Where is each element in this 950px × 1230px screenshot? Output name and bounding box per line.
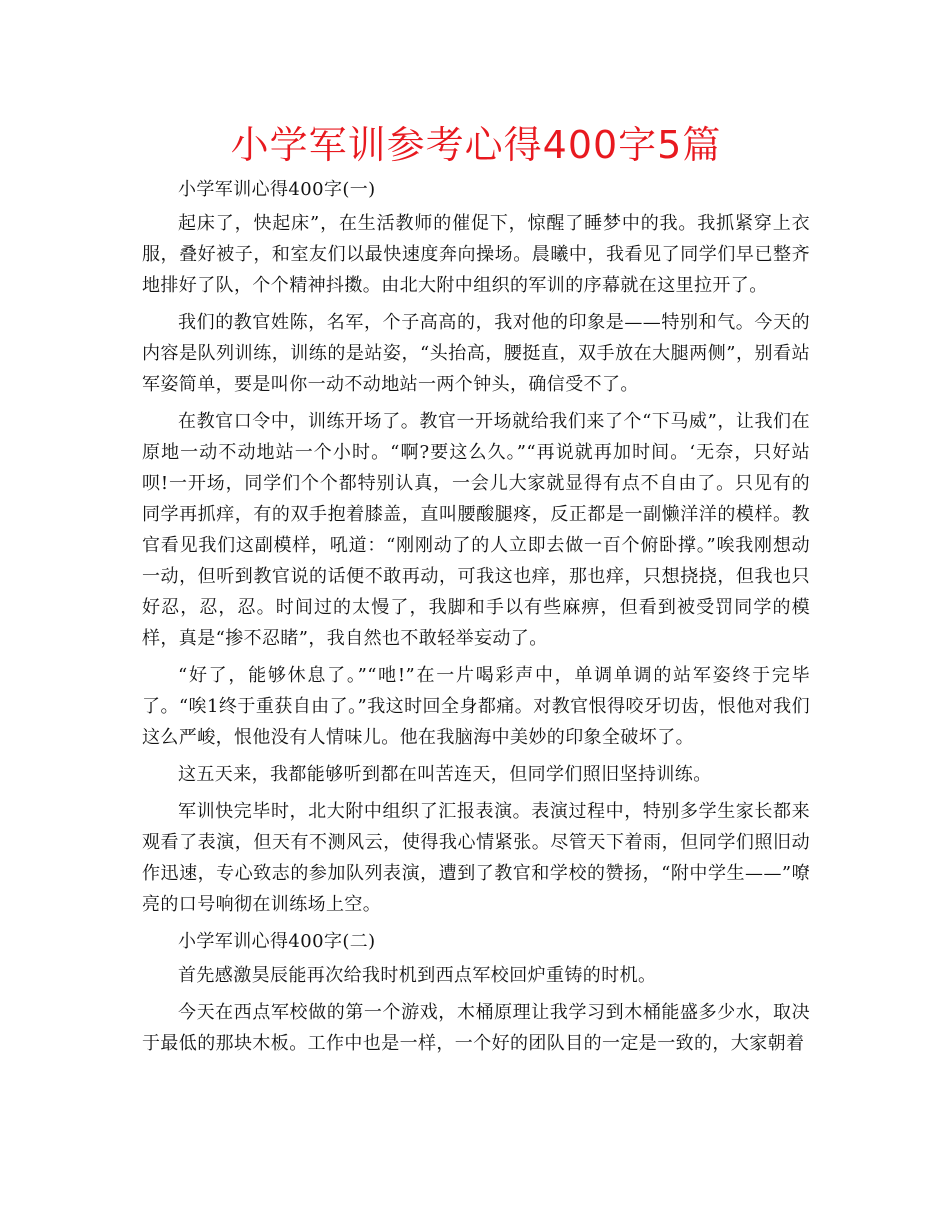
document-page	[142, 120, 810, 1059]
section-heading-2: 小学军训心得400字(二)	[178, 931, 376, 952]
paragraph: 军训快完毕时，北大附中组织了汇报表演。表演过程中，特别多学生家长都来观看了表演，但天有不测风云，使得我心情紧张。尽管天下着雨，但同学们照旧动作迅速，专心致志的参加队列表演，遭到了教官和学校的赞扬，“附中学生——”嘹亮的口号响彻在训练场上空。	[142, 801, 810, 915]
paragraph: 首先感激昊辰能再次给我时机到西点军校回炉重铸的时机。	[178, 965, 657, 986]
paragraph: 在教官口令中，训练开场了。教官一开场就给我们来了个“下马威”，让我们在原地一动不动地站一个小时。“啊?要这么久。”“再说就再加时间。‘无奈，只好站呗!一开场，同学们个个都特别认真，一会儿大家就显得有点不自由了。只见有的同学再抓痒，有的双手抱着膝盖，直叫腰酸腿疼，反正都是一副懒洋洋的模样。教官看见我们这副模样，吼道：“刚刚动了的人立即去做一百个俯卧撑。”唉我刚想动一动，但听到教官说的话便不敢再动，可我这也痒，那也痒，只想挠挠，但我也只好忍，忍，忍。时间过的太慢了，我脚和手以有些麻痹，但看到被受罚同学的模样，真是“掺不忍睹”，我自然也不敢轻举妄动了。	[142, 411, 810, 649]
document-title: 小学军训参考心得400字5篇	[230, 123, 722, 167]
paragraph: “好了，能够休息了。”“吔!”在一片喝彩声中，单调单调的站军姿终于完毕了。“唉1终于重获自由了。”我这时回全身都痛。对教官恨得咬牙切齿，恨他对我们这么严峻，恨他没有人情味儿。他在我脑海中美妙的印象全破坏了。	[142, 665, 810, 748]
paragraph: 今天在西点军校做的第一个游戏，木桶原理让我学习到木桶能盛多少水，取决于最低的那块木板。工作中也是一样，一个好的团队目的一定是一致的，大家朝着	[142, 1002, 810, 1054]
paragraph: 起床了，快起床”，在生活教师的催促下，惊醒了睡梦中的我。我抓紧穿上衣服，叠好被子，和室友们以最快速度奔向操场。晨曦中，我看见了同学们早已整齐地排好了队，个个精神抖擞。由北大附中组织的军训的序幕就在这里拉开了。	[142, 213, 810, 296]
paragraph: 这五天来，我都能够听到都在叫苦连天，但同学们照旧坚持训练。	[178, 764, 712, 785]
paragraph: 我们的教官姓陈，名军，个子高高的，我对他的印象是——特别和气。今天的内容是队列训练，训练的是站姿，“头抬高，腰挺直，双手放在大腿两侧”，别看站军姿简单，要是叫你一动不动地站一两个钟头，确信受不了。	[142, 312, 810, 395]
section-heading-1: 小学军训心得400字(一)	[178, 179, 376, 200]
